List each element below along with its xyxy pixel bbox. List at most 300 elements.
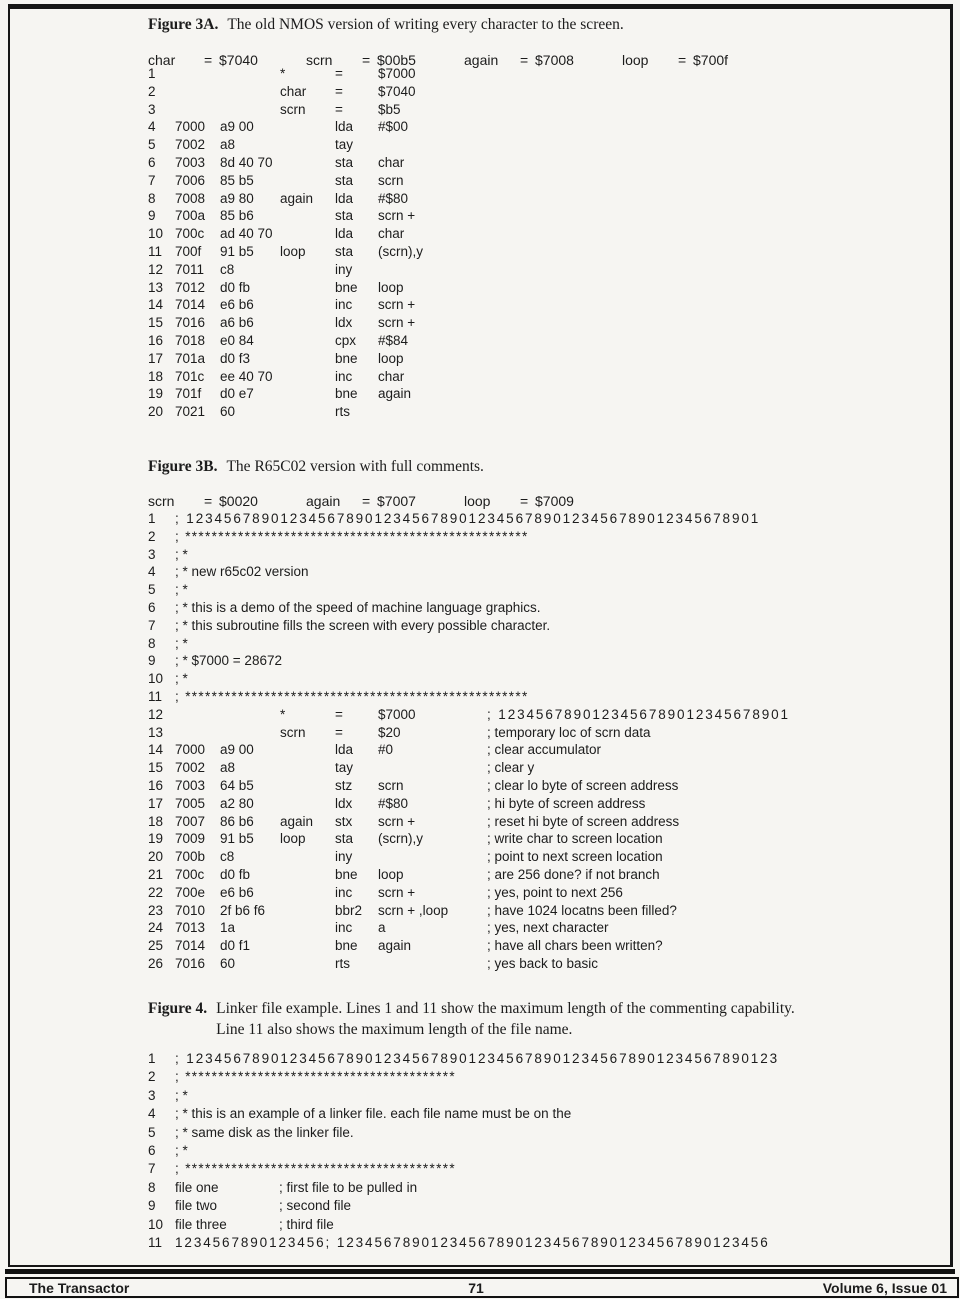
linker-line (148, 1179, 948, 1197)
mnemonic (442, 652, 485, 670)
issue-label: Volume 6, Issue 01 (822, 1279, 947, 1296)
label: loop (280, 831, 306, 847)
linker-line (148, 1142, 948, 1160)
label (293, 635, 348, 653)
mnemonic: cpx (335, 332, 357, 348)
address: 701f (175, 386, 202, 402)
mnemonic (689, 528, 732, 546)
object-bytes: ad 40 70 (220, 226, 273, 242)
line-number: 8 (148, 190, 156, 206)
symbol-name: scrn (306, 52, 333, 68)
address: 7018 (175, 332, 206, 348)
comment: ; are 256 done? if not branch (487, 866, 660, 882)
object-bytes: 85 b6 (220, 208, 254, 224)
operand: $b5 (378, 101, 401, 117)
code-line (148, 813, 948, 831)
line-number: 10 (148, 1216, 164, 1232)
operand: #$00 (378, 119, 409, 135)
address (175, 706, 220, 724)
mnemonic (920, 510, 960, 528)
line-number: 25 (148, 938, 164, 954)
label (280, 368, 335, 386)
object-bytes: a9 00 (220, 742, 254, 758)
file-name: file two (175, 1198, 218, 1214)
comment-full: ; * (175, 582, 188, 598)
operand: scrn + (378, 315, 416, 331)
mnemonic: inc (335, 368, 353, 384)
mnemonic (700, 599, 743, 617)
symbol-value: $7040 (219, 52, 258, 68)
equals-sign: = (678, 52, 687, 68)
object-bytes (585, 599, 645, 617)
label (634, 528, 689, 546)
code-line (148, 795, 948, 813)
address: 7013 (175, 920, 206, 936)
object-bytes: d0 fb (220, 279, 251, 295)
operand: $7000 (378, 706, 416, 722)
comment: ; clear lo byte of screen address (487, 777, 679, 793)
comment-full: ; * $7000 = 28672 (175, 653, 282, 669)
label (280, 902, 335, 920)
label (280, 154, 335, 172)
code-line (148, 136, 948, 154)
file-name (188, 1087, 292, 1105)
object-bytes (327, 652, 387, 670)
label (655, 617, 710, 635)
operand: $20 (378, 724, 401, 740)
code-line (148, 368, 948, 386)
line-number: 8 (148, 1179, 156, 1195)
code-line (148, 510, 948, 528)
file-name (188, 1142, 292, 1160)
label (865, 510, 920, 528)
comment-full: ; * (175, 635, 188, 651)
symbol-name: char (148, 52, 176, 68)
object-bytes (805, 510, 865, 528)
address (175, 724, 220, 742)
code-line (148, 172, 948, 190)
address: 700b (175, 849, 206, 865)
comment-full: ; 123456789012345678901234567890123456789012345678901234567890123 (175, 1051, 780, 1066)
code-line (148, 261, 948, 279)
line-number: 13 (148, 279, 164, 295)
figure-3b-caption (148, 456, 930, 477)
linker-line (148, 1197, 948, 1215)
mnemonic: tay (335, 760, 354, 776)
figure-4-caption-label: Figure 4. (148, 1000, 208, 1017)
figure-3a-listing (148, 65, 948, 421)
file-name: file one (175, 1179, 219, 1195)
label (280, 225, 335, 243)
object-bytes: a6 b6 (220, 315, 254, 331)
label (280, 261, 335, 279)
label (293, 581, 348, 599)
operand: loop (378, 866, 404, 882)
comment-full: ; * (175, 671, 188, 687)
comment-full: ; ***************************************** (175, 1161, 456, 1177)
mnemonic (469, 563, 512, 581)
address (529, 688, 574, 706)
address: 7011 (175, 261, 205, 277)
mnemonic: stz (335, 777, 353, 793)
operand (732, 688, 841, 706)
line-number: 4 (148, 564, 156, 580)
line-number: 14 (148, 742, 164, 758)
address (175, 83, 220, 101)
code-line (148, 332, 948, 350)
address: 7000 (175, 119, 206, 135)
line-number: 15 (148, 760, 164, 776)
line-number: 23 (148, 902, 164, 918)
linker-line (148, 1216, 948, 1234)
code-line (148, 706, 948, 724)
comment: ; yes back to basic (487, 955, 599, 971)
label (387, 652, 442, 670)
label (280, 296, 335, 314)
line-number: 5 (148, 582, 156, 598)
label (634, 688, 689, 706)
object-bytes: a9 80 (220, 190, 254, 206)
equals-sign: = (362, 493, 371, 509)
label: scrn (280, 724, 306, 740)
operand: #0 (378, 742, 394, 758)
symbol-value: $7009 (535, 493, 574, 509)
address: 7003 (175, 154, 206, 170)
code-line (148, 190, 948, 208)
code-line (148, 884, 948, 902)
object-bytes (220, 65, 280, 83)
code-line (148, 314, 948, 332)
object-bytes: d0 f1 (220, 938, 251, 954)
label (280, 741, 335, 759)
object-bytes (574, 688, 634, 706)
code-line (148, 65, 948, 83)
line-number: 24 (148, 920, 164, 936)
code-line (148, 902, 948, 920)
file-name (456, 1160, 560, 1178)
code-line (148, 296, 948, 314)
line-number: 15 (148, 315, 164, 331)
mnemonic: rts (335, 404, 350, 420)
figure-3b-listing (148, 510, 948, 973)
magazine-title: The Transactor (29, 1279, 130, 1296)
linker-line (148, 1234, 948, 1252)
mnemonic: lda (335, 742, 354, 758)
code-line (148, 866, 948, 884)
operand (378, 955, 487, 973)
address: 7009 (175, 831, 206, 847)
address: 700f (175, 243, 202, 259)
line-number: 14 (148, 297, 164, 313)
figure-3a-caption-text: The old NMOS version of writing every character to the screen. (227, 16, 624, 33)
operand (391, 546, 500, 564)
label (280, 866, 335, 884)
figure-3a-caption-label: Figure 3A. (148, 16, 219, 33)
operand: scrn (378, 172, 404, 188)
code-line (148, 955, 948, 973)
mnemonic: lda (335, 119, 354, 135)
object-bytes: d0 e7 (220, 386, 254, 402)
operand: char (378, 226, 405, 242)
object-bytes: a9 00 (220, 119, 254, 135)
address (188, 581, 233, 599)
address (529, 528, 574, 546)
comment-full: ; * (175, 1087, 188, 1103)
label: scrn (280, 101, 306, 117)
mnemonic: sta (335, 243, 354, 259)
operand: #$80 (378, 795, 409, 811)
comment: ; write char to screen location (487, 831, 663, 847)
equals-sign: = (520, 493, 529, 509)
symbol-definition (306, 493, 464, 509)
file-name (354, 1124, 458, 1142)
label (645, 599, 700, 617)
label: loop (280, 243, 306, 259)
operand (743, 599, 852, 617)
code-line (148, 243, 948, 261)
code-line (148, 759, 948, 777)
label: * (280, 706, 286, 722)
figure-3b-symbol-defs (148, 493, 622, 509)
address (175, 65, 220, 83)
address: 7007 (175, 813, 206, 829)
linker-line (148, 1124, 948, 1142)
object-bytes: 91 b5 (220, 243, 254, 259)
label (280, 279, 335, 297)
line-number: 4 (148, 119, 156, 135)
object-bytes (220, 706, 280, 724)
line-number: 1 (148, 1051, 156, 1066)
comment-full: ; * this subroutine fills the screen with every possible character. (175, 617, 551, 633)
line-number: 4 (148, 1106, 156, 1122)
comment: ; have all chars been written? (487, 938, 663, 954)
address: 7014 (175, 297, 206, 313)
figure-3b-caption-text: The R65C02 version with full comments. (226, 458, 484, 475)
symbol-name: again (306, 493, 341, 509)
code-line (148, 848, 948, 866)
label (293, 546, 348, 564)
symbol-value: $0020 (219, 493, 258, 509)
line-number: 21 (148, 866, 164, 882)
figure-4-caption (148, 998, 930, 1040)
comment-full: ; **************************************************** (175, 528, 529, 544)
address: 7002 (175, 137, 206, 153)
address (188, 670, 233, 688)
comment-full: ; * this is an example of a linker file. each file name must be on the (175, 1106, 572, 1122)
figure-4-caption-line1: Linker file example. Lines 1 and 11 show the maximum length of the commenting capability. (216, 1000, 795, 1017)
line-number: 1 (148, 511, 156, 526)
mnemonic: sta (335, 831, 354, 847)
operand: (scrn),y (378, 831, 423, 847)
label (280, 795, 335, 813)
mnemonic (348, 635, 391, 653)
equals-sign: = (204, 493, 213, 509)
code-line (148, 635, 948, 653)
label (280, 884, 335, 902)
object-bytes: e6 b6 (220, 297, 254, 313)
symbol-value: $00b5 (377, 52, 416, 68)
object-bytes (233, 635, 293, 653)
object-bytes (233, 546, 293, 564)
address: 700c (175, 866, 205, 882)
address: 7005 (175, 795, 206, 811)
comment-full: ; * new r65c02 version (175, 564, 309, 580)
operand: scrn + (378, 884, 416, 900)
code-line (148, 101, 948, 119)
symbol-definition (148, 493, 306, 509)
label (280, 350, 335, 368)
line-number: 8 (148, 635, 156, 651)
operand (378, 261, 487, 279)
line-number: 16 (148, 332, 164, 348)
line-number: 2 (148, 528, 156, 544)
line-number: 9 (148, 208, 156, 224)
linker-line (148, 1160, 948, 1178)
mnemonic: rts (335, 955, 350, 971)
line-number: 7 (148, 1161, 156, 1177)
line-number: 9 (148, 653, 156, 669)
line-number: 1 (148, 66, 156, 81)
label (280, 207, 335, 225)
object-bytes: 1a (220, 920, 236, 936)
object-bytes: 64 b5 (220, 777, 254, 793)
line-number: 11 (148, 688, 163, 704)
object-bytes: 8d 40 70 (220, 154, 273, 170)
object-bytes: c8 (220, 849, 235, 865)
comment: ; first file to be pulled in (279, 1179, 418, 1195)
page-number: 71 (468, 1279, 484, 1296)
code-line (148, 919, 948, 937)
address: 7000 (175, 742, 206, 758)
line-number: 11 (148, 243, 163, 259)
line-number: 12 (148, 706, 164, 722)
operand (485, 652, 594, 670)
code-line (148, 563, 948, 581)
operand: again (378, 938, 412, 954)
code-line (148, 777, 948, 795)
address (309, 563, 354, 581)
line-number: 19 (148, 386, 164, 402)
object-bytes (233, 581, 293, 599)
linker-line (148, 1105, 948, 1123)
operand (732, 528, 841, 546)
address: 7016 (175, 315, 206, 331)
code-line (148, 617, 948, 635)
object-bytes (595, 617, 655, 635)
address: 7003 (175, 777, 206, 793)
file-name: 1234567890123456 (175, 1234, 326, 1250)
line-number: 18 (148, 813, 164, 829)
operand: char (378, 368, 405, 384)
code-line (148, 225, 948, 243)
line-number: 10 (148, 671, 164, 687)
mnemonic: inc (335, 920, 353, 936)
comment: ; temporary loc of scrn data (487, 724, 651, 740)
mnemonic: lda (335, 190, 354, 206)
address (188, 635, 233, 653)
comment: ; second file (279, 1198, 352, 1214)
figure-4-caption-line2: Line 11 also shows the maximum length of the file name. (216, 1021, 573, 1038)
mnemonic: sta (335, 172, 354, 188)
equals-sign: = (520, 52, 529, 68)
symbol-definition (464, 493, 622, 509)
label (280, 759, 335, 777)
comment: ; yes, point to next 256 (487, 884, 623, 900)
object-bytes: 60 (220, 955, 236, 971)
object-bytes: e6 b6 (220, 884, 254, 900)
operand: scrn + (378, 297, 416, 313)
operand: a (378, 920, 386, 936)
code-line (148, 403, 948, 421)
object-bytes (220, 101, 280, 119)
address: 701a (175, 350, 206, 366)
linker-line (148, 1068, 948, 1086)
label (280, 848, 335, 866)
mnemonic (689, 688, 732, 706)
code-line (148, 385, 948, 403)
address (540, 599, 585, 617)
operand: scrn + ,loop (378, 902, 449, 918)
address: 700c (175, 226, 205, 242)
code-line (148, 350, 948, 368)
mnemonic: tay (335, 137, 354, 153)
code-line (148, 830, 948, 848)
mnemonic: stx (335, 813, 353, 829)
symbol-name: again (464, 52, 499, 68)
comment: ; point to next screen location (487, 849, 663, 865)
operand (391, 670, 500, 688)
figure-3b-caption-label: Figure 3B. (148, 458, 218, 475)
file-name (571, 1105, 675, 1123)
operand: scrn + (378, 813, 416, 829)
comment: ; clear y (487, 760, 535, 776)
label (293, 670, 348, 688)
line-number: 16 (148, 777, 164, 793)
comment: ; yes, next character (487, 920, 609, 936)
mnemonic: bne (335, 938, 358, 954)
label (280, 385, 335, 403)
mnemonic: = (335, 66, 343, 81)
comment: ; 1234567890123456789012345678901234567890123456 (325, 1234, 770, 1250)
line-number: 9 (148, 1198, 156, 1214)
label (414, 563, 469, 581)
line-number: 18 (148, 368, 164, 384)
mnemonic: iny (335, 849, 353, 865)
line-number: 2 (148, 1069, 156, 1085)
line-number: 5 (148, 137, 156, 153)
code-line (148, 528, 948, 546)
label (280, 403, 335, 421)
address: 7006 (175, 172, 206, 188)
symbol-name: loop (464, 493, 491, 509)
symbol-name: loop (622, 52, 649, 68)
label (280, 777, 335, 795)
mnemonic (348, 546, 391, 564)
mnemonic: sta (335, 208, 354, 224)
address (550, 617, 595, 635)
operand: $7000 (378, 66, 416, 81)
object-bytes: d0 fb (220, 866, 251, 882)
code-line (148, 83, 948, 101)
line-number: 12 (148, 261, 164, 277)
operand (378, 759, 487, 777)
object-bytes: e0 84 (220, 332, 254, 348)
address: 700e (175, 884, 206, 900)
code-line (148, 154, 948, 172)
mnemonic: = (335, 706, 343, 722)
address: 7008 (175, 190, 206, 206)
label: again (280, 190, 314, 206)
